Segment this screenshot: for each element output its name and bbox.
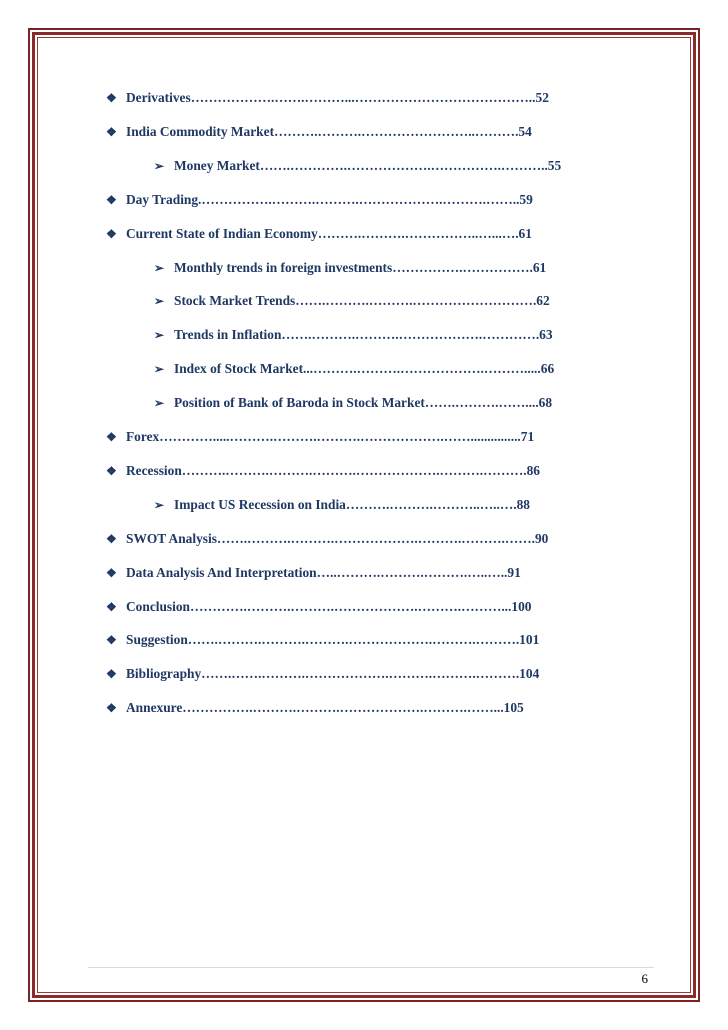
footer-rule xyxy=(88,967,654,968)
toc-entry xyxy=(106,663,539,685)
toc-entry xyxy=(106,87,549,109)
toc-entry-text: Trends in Inflation…….……….……….……………….………….63 xyxy=(174,327,553,343)
arrowhead-icon: ➢ xyxy=(154,294,165,309)
toc-entry-text: Position of Bank of Baroda in Stock Market…….……….……....68 xyxy=(174,395,553,411)
toc-entry-text: Recession……….……….……….……….……………….……….……….86 xyxy=(126,462,540,478)
toc-entry-text: India Commodity Market……….……….……………………..……….54 xyxy=(126,123,532,139)
arrowhead-icon: ➢ xyxy=(154,158,165,173)
toc-entry xyxy=(106,223,532,245)
toc-entry-text: Money Market…….………….……………….…………….………..55 xyxy=(174,157,562,173)
toc-entry-text: Suggestion…….……….……….……….……………….……….……….101 xyxy=(126,632,540,648)
toc-entry-text: Monthly trends in foreign investments…………….…………….61 xyxy=(174,259,547,275)
toc-entry xyxy=(106,426,534,448)
toc-subentry xyxy=(154,392,552,414)
toc-subentry xyxy=(154,257,546,279)
toc-entry xyxy=(106,121,532,143)
toc-entry xyxy=(106,189,533,211)
diamond-cluster-icon: ❖ xyxy=(106,565,117,580)
toc-subentry xyxy=(154,155,561,177)
diamond-cluster-icon: ❖ xyxy=(106,463,117,478)
diamond-cluster-icon: ❖ xyxy=(106,91,117,105)
diamond-cluster-icon: ❖ xyxy=(106,701,117,716)
arrowhead-icon: ➢ xyxy=(154,497,165,512)
toc-entry-text: Current State of Indian Economy……….……….……………..…...….61 xyxy=(126,225,532,241)
diamond-cluster-icon: ❖ xyxy=(106,430,117,444)
toc-entry xyxy=(106,697,524,719)
toc-entry-text: Stock Market Trends…….……….……….……………………….62 xyxy=(174,293,550,309)
toc-entry-text: Forex………….....……….……….……….……………….……...............71 xyxy=(126,429,535,444)
toc-entry-text: Impact US Recession on India……….……….………..…..….88 xyxy=(174,496,530,512)
toc-subentry xyxy=(154,494,530,516)
toc-entry-text: Index of Stock Market...……….……….……………….……….....66 xyxy=(174,361,555,377)
toc-entry-text: Annexure…………….……….……….……………….……….……...105 xyxy=(126,700,524,716)
toc-entry xyxy=(106,629,539,651)
diamond-cluster-icon: ❖ xyxy=(106,124,117,139)
diamond-cluster-icon: ❖ xyxy=(106,599,117,614)
toc-entry-text: Derivatives……………….…….………...…………………………………..52 xyxy=(126,90,549,105)
diamond-cluster-icon: ❖ xyxy=(106,667,117,682)
toc-subentry xyxy=(154,358,554,380)
diamond-cluster-icon: ❖ xyxy=(106,531,117,546)
diamond-cluster-icon: ❖ xyxy=(106,633,117,648)
page-number: 6 xyxy=(641,971,648,986)
toc-entry xyxy=(106,596,531,618)
toc-entry-text: Data Analysis And Interpretation…..……….……….……….…..…..91 xyxy=(126,564,521,580)
arrowhead-icon: ➢ xyxy=(154,260,165,275)
toc-subentry xyxy=(154,324,553,346)
arrowhead-icon: ➢ xyxy=(154,328,165,343)
toc-entry-text: Conclusion………….……….……….……………….……….………...100 xyxy=(126,598,532,614)
diamond-cluster-icon: ❖ xyxy=(106,226,117,241)
toc-entry-text: SWOT Analysis…….……….……….……………….……….……….…….90 xyxy=(126,530,549,546)
toc-subentry xyxy=(154,290,550,312)
toc-entry xyxy=(106,562,521,584)
arrowhead-icon: ➢ xyxy=(154,396,165,411)
toc-entry-text: Bibliography…….…….……….……………….……….……….……….104 xyxy=(126,666,540,682)
diamond-cluster-icon: ❖ xyxy=(106,192,117,207)
toc-entry xyxy=(106,460,540,482)
arrowhead-icon: ➢ xyxy=(154,362,165,377)
toc-entry xyxy=(106,528,548,550)
toc-entry-text: Day Trading.…………….……….……….……………….……….……..59 xyxy=(126,191,533,207)
